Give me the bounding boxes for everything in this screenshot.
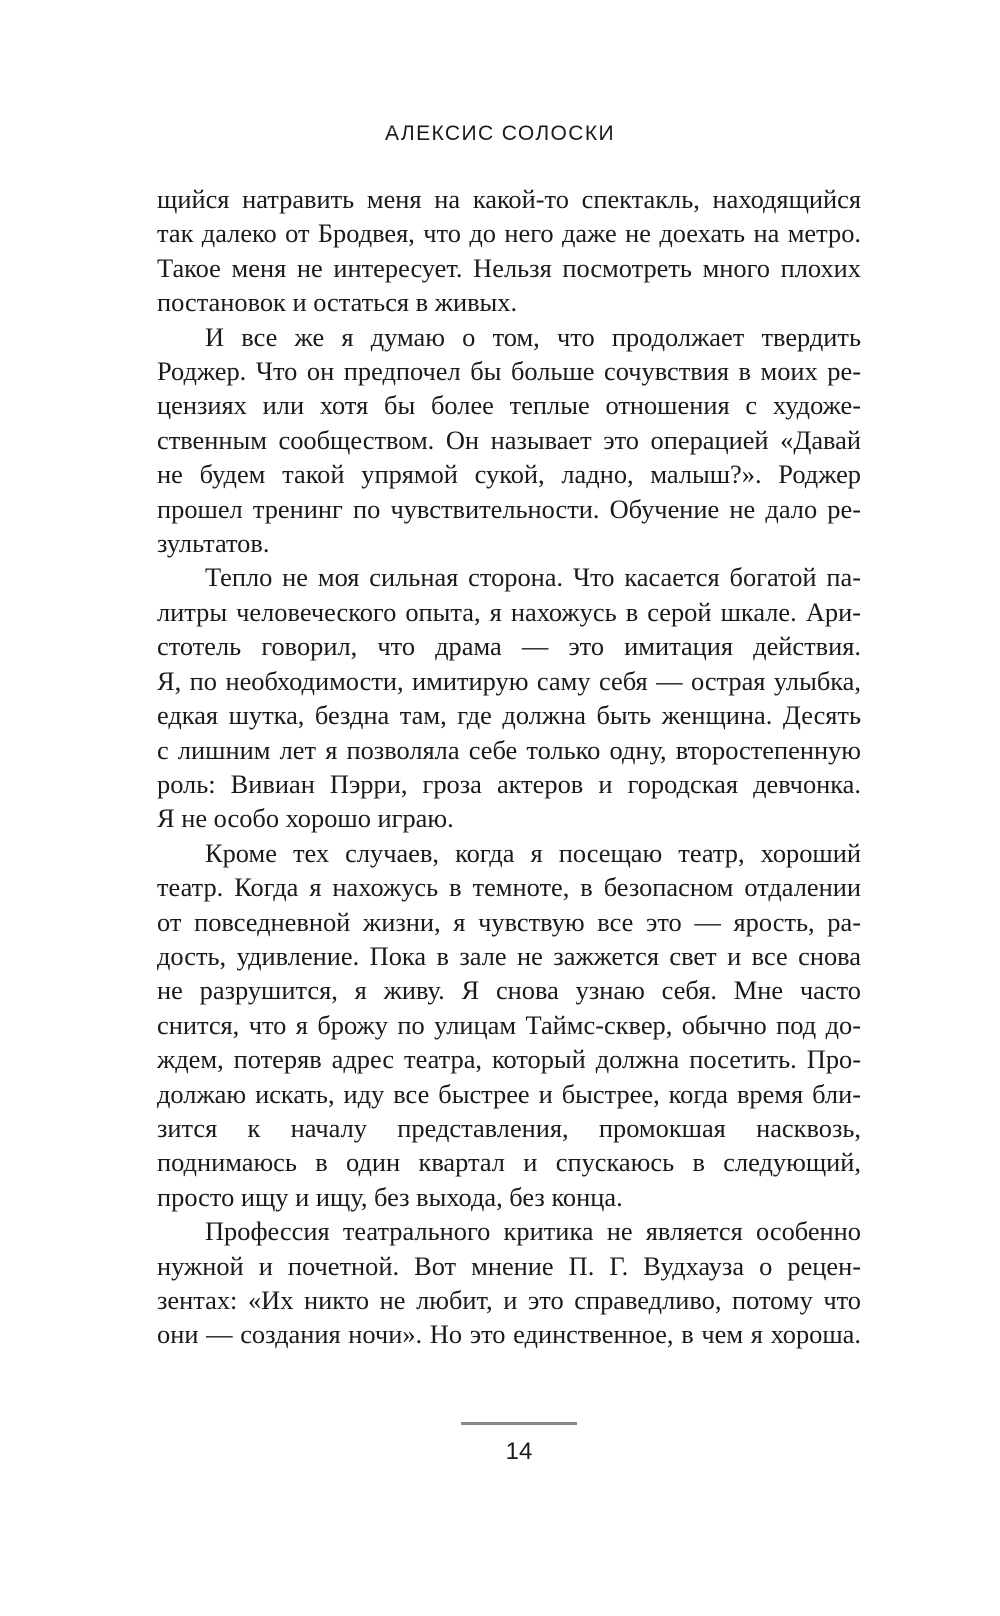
text-line: нужной и почетной. Вот мнение П. Г. Вудхауза о рецен-: [157, 1250, 861, 1281]
text-line: Я не особо хорошо играю.: [157, 803, 454, 834]
text-line: роль: Вивиан Пэрри, гроза актеров и городская девчонка.: [157, 768, 861, 799]
text-line: зультатов.: [157, 528, 270, 559]
text-line: литры человеческого опыта, я нахожусь в серой шкале. Ари-: [157, 596, 861, 627]
text-line: снится, что я брожу по улицам Таймс-сквер, обычно под до-: [157, 1009, 861, 1040]
paragraph: [157, 836, 861, 1214]
text-line: Профессия театрального критика не является особенно: [205, 1216, 861, 1247]
text-line: с лишним лет я позволяла себе только одну, второстепенную: [157, 734, 861, 765]
paragraph: [157, 182, 861, 320]
text-line: от повседневной жизни, я чувствую все это — ярость, ра-: [157, 906, 861, 937]
text-line: цензиях или хотя бы более теплые отношения с художе-: [157, 390, 861, 421]
text-line: дость, удивление. Пока в зале не зажжется свет и все снова: [157, 940, 861, 971]
text-line: И все же я думаю о том, что продолжает твердить: [205, 321, 861, 352]
text-line: не разрушится, я живу. Я снова узнаю себя. Мне часто: [157, 975, 861, 1006]
text-line: зентах: «Их никто не любит, и это справедливо, потому что: [157, 1285, 861, 1315]
text-line: ждем, потеряв адрес театра, который должна посетить. Про-: [157, 1044, 861, 1075]
text-line: они — создания ночи». Но это единственное, в чем я хороша.: [157, 1319, 861, 1350]
text-line: должаю искать, иду все быстрее и быстрее, когда время бли-: [157, 1078, 861, 1109]
text-line: едкая шутка, бездна там, где должна быть женщина. Десять: [157, 700, 861, 731]
page-number: 14: [505, 1438, 533, 1465]
paragraph: [157, 1214, 861, 1352]
text-line: Кроме тех случаев, когда я посещаю театр, хороший: [205, 837, 861, 868]
text-line: ственным сообществом. Он называет это операцией «Давай: [157, 424, 861, 455]
body-text: [157, 182, 861, 1352]
text-line: Роджер. Что он предпочел бы больше сочувствия в моих ре-: [157, 356, 861, 387]
running-head: АЛЕКСИС СОЛОСКИ: [385, 122, 615, 145]
text-line: театр. Когда я нахожусь в темноте, в безопасном отдалении: [157, 872, 861, 903]
text-line: щийся натравить меня на какой-то спектакль, находящийся: [157, 184, 861, 214]
text-line: зится к началу представления, промокшая насквозь,: [157, 1112, 861, 1143]
text-line: так далеко от Бродвея, что до него даже не доехать на метро.: [157, 218, 861, 249]
text-line: не будем такой упрямой сукой, ладно, малыш?». Роджер: [157, 459, 861, 490]
text-line: Я, по необходимости, имитирую саму себя — острая улыбка,: [157, 665, 861, 696]
text-line: просто ищу и ищу, без выхода, без конца.: [157, 1181, 623, 1212]
paragraph: [157, 560, 861, 835]
text-line: прошел тренинг по чувствительности. Обучение не дало ре-: [157, 493, 861, 524]
text-line: постановок и остаться в живых.: [157, 287, 518, 318]
text-line: Тепло не моя сильная сторона. Что касается богатой па-: [205, 562, 861, 593]
text-line: Такое меня не интересует. Нельзя посмотреть много плохих: [157, 252, 861, 283]
folio-divider: [461, 1422, 577, 1425]
text-line: поднимаюсь в один квартал и спускаюсь в следующий,: [157, 1147, 861, 1178]
text-line: стотель говорил, что драма — это имитация действия.: [157, 631, 861, 662]
paragraph: [157, 320, 861, 561]
